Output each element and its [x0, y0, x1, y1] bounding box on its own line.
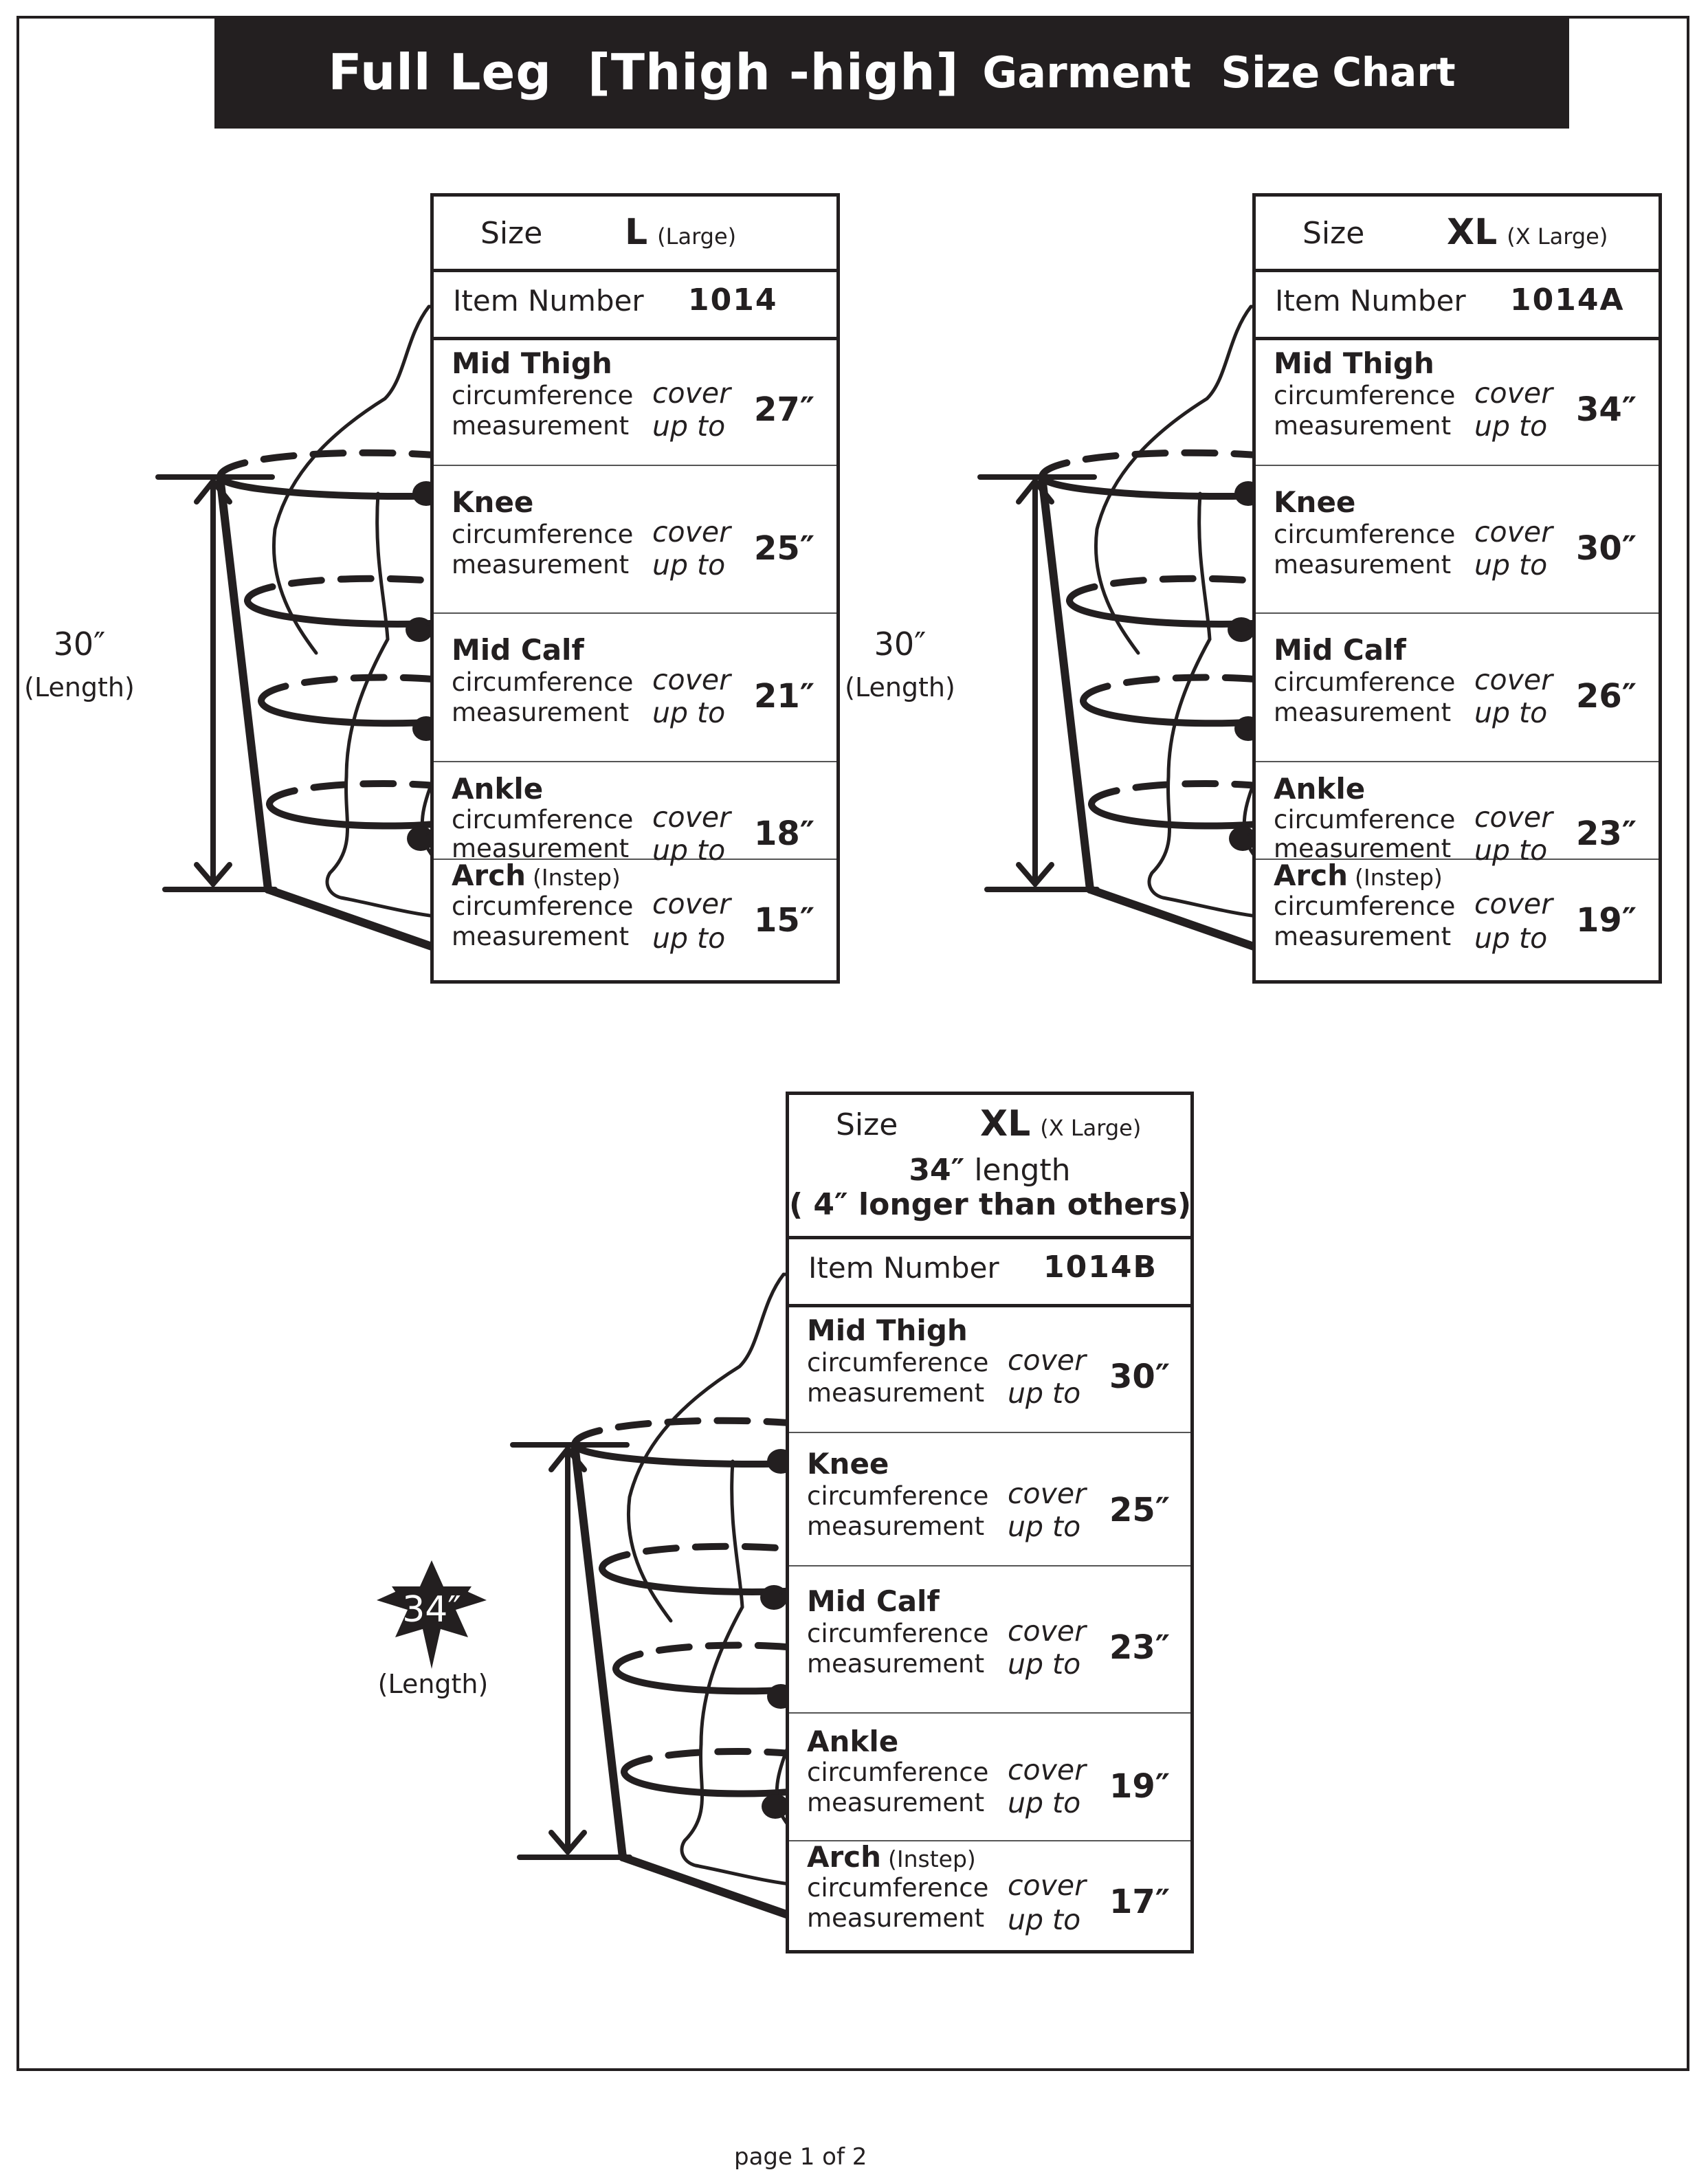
- page-title-main: Full Leg [Thigh -high]: [328, 43, 960, 101]
- row-cover: cover: [652, 801, 731, 834]
- size-description: (Large): [657, 223, 737, 250]
- row-upto: up to: [652, 696, 726, 729]
- row-name: Knee: [452, 485, 534, 519]
- size-code: L: [625, 212, 648, 253]
- measurement-row-knee: [434, 465, 836, 614]
- row-cover: cover: [1474, 887, 1553, 920]
- row-name: Mid Thigh: [1274, 346, 1434, 380]
- length-word: (Length): [845, 672, 955, 702]
- length-label-large: [19, 625, 140, 702]
- row-cover: cover: [1008, 1615, 1086, 1648]
- row-name: [1274, 859, 1443, 892]
- size-value: [625, 212, 736, 253]
- row-meas: measurement: [1274, 834, 1452, 863]
- measurement-row-knee: [1256, 465, 1659, 614]
- row-meas: measurement: [452, 922, 630, 951]
- item-number-value: 1014: [688, 283, 778, 318]
- row-cover: cover: [652, 516, 731, 549]
- size-label: Size: [480, 216, 543, 251]
- row-meas: measurement: [452, 550, 630, 579]
- length-value: 34″: [402, 1589, 461, 1630]
- row-name-text: Arch: [1274, 859, 1349, 892]
- item-number-row: [789, 1236, 1190, 1307]
- row-circ: circumference: [452, 805, 634, 834]
- measurement-row-mid-thigh: [1256, 337, 1659, 466]
- row-value: 27″: [754, 390, 815, 429]
- item-number-label: Item Number: [1275, 284, 1466, 318]
- row-cover: cover: [1008, 1344, 1086, 1377]
- row-cover: cover: [1008, 1753, 1086, 1786]
- row-value: 21″: [754, 677, 815, 716]
- item-number-row: [1256, 269, 1659, 340]
- row-circ: circumference: [452, 520, 634, 549]
- row-upto: up to: [652, 549, 726, 582]
- row-upto: up to: [1474, 549, 1548, 582]
- row-cover: cover: [1474, 377, 1553, 410]
- size-value: [1447, 212, 1608, 253]
- row-circ: circumference: [1274, 892, 1456, 921]
- measurement-row-arch: [1256, 859, 1659, 984]
- row-value: 18″: [754, 815, 815, 853]
- measurement-row-mid-thigh: [434, 337, 836, 466]
- row-upto: up to: [652, 834, 726, 867]
- row-circ: circumference: [1274, 381, 1456, 410]
- row-upto: up to: [1008, 1377, 1081, 1410]
- row-name: Mid Calf: [1274, 633, 1406, 667]
- row-cover: cover: [1474, 663, 1553, 696]
- measurement-row-ankle: [789, 1712, 1190, 1841]
- item-number-value: 1014A: [1510, 283, 1625, 318]
- row-circ: circumference: [1274, 805, 1456, 834]
- row-meas: measurement: [807, 1788, 985, 1817]
- row-meas: measurement: [1274, 698, 1452, 727]
- row-upto: up to: [1474, 696, 1548, 729]
- row-value: 15″: [754, 901, 815, 940]
- length-word: length: [974, 1153, 1071, 1188]
- row-name-text: Arch: [807, 1840, 882, 1874]
- row-upto: up to: [652, 410, 726, 443]
- size-description: (X Large): [1507, 223, 1608, 250]
- row-value: 25″: [754, 529, 815, 568]
- row-name: Knee: [807, 1447, 889, 1481]
- row-meas: measurement: [452, 834, 630, 863]
- size-table-large: [430, 193, 840, 984]
- row-upto: up to: [652, 922, 726, 955]
- row-upto: up to: [1008, 1510, 1081, 1543]
- row-upto: up to: [1008, 1648, 1081, 1681]
- row-circ: circumference: [807, 1348, 989, 1377]
- row-name: Mid Calf: [452, 633, 584, 667]
- size-code: XL: [980, 1103, 1031, 1144]
- row-name: Mid Thigh: [452, 346, 612, 380]
- length-word: (Length): [24, 672, 135, 702]
- item-number-label: Item Number: [453, 284, 644, 318]
- row-name-text: Arch: [452, 859, 526, 892]
- measurement-row-ankle: [434, 761, 836, 867]
- row-cover: cover: [652, 887, 731, 920]
- row-name: Knee: [1274, 485, 1356, 519]
- item-number-label: Item Number: [808, 1251, 999, 1285]
- measurement-row-mid-thigh: [789, 1304, 1190, 1433]
- length-line: [789, 1153, 1190, 1188]
- size-label: Size: [1302, 216, 1365, 251]
- size-value: [980, 1103, 1141, 1144]
- measurement-row-arch: [434, 859, 836, 984]
- row-cover: cover: [652, 377, 731, 410]
- length-label-xlarge: [840, 625, 960, 702]
- row-name: [807, 1840, 976, 1874]
- row-name-sub: (Instep): [888, 1846, 976, 1872]
- row-value: 23″: [1109, 1628, 1171, 1667]
- row-circ: circumference: [452, 892, 634, 921]
- row-value: 34″: [1576, 390, 1637, 429]
- row-meas: measurement: [807, 1512, 985, 1541]
- row-cover: cover: [652, 663, 731, 696]
- row-meas: measurement: [1274, 922, 1452, 951]
- row-name: Ankle: [807, 1725, 899, 1758]
- length-note: ( 4″ longer than others): [789, 1187, 1192, 1222]
- row-upto: up to: [1008, 1903, 1081, 1936]
- size-table-xlarge: [1252, 193, 1662, 984]
- row-circ: circumference: [807, 1873, 989, 1903]
- row-circ: circumference: [1274, 667, 1456, 697]
- row-value: 30″: [1109, 1358, 1171, 1396]
- row-upto: up to: [1474, 922, 1548, 955]
- row-circ: circumference: [452, 381, 634, 410]
- row-circ: circumference: [452, 667, 634, 697]
- length-word: (Length): [377, 1669, 489, 1699]
- row-name-sub: (Instep): [533, 864, 621, 891]
- item-number-value: 1014B: [1043, 1250, 1157, 1285]
- length-bold: 34″: [909, 1153, 965, 1188]
- item-number-row: [434, 269, 836, 340]
- row-name: Mid Thigh: [807, 1314, 968, 1347]
- row-cover: cover: [1474, 516, 1553, 549]
- row-name: Ankle: [452, 772, 544, 806]
- row-upto: up to: [1008, 1786, 1081, 1819]
- size-table-xlarge-long: [786, 1092, 1194, 1953]
- row-value: 17″: [1109, 1883, 1171, 1921]
- length-value: 30″: [874, 625, 927, 663]
- size-header: [434, 197, 836, 272]
- measurement-row-arch: [789, 1840, 1190, 1953]
- row-meas: measurement: [807, 1378, 985, 1408]
- row-upto: up to: [1474, 834, 1548, 867]
- row-name-sub: (Instep): [1355, 864, 1443, 891]
- size-label: Size: [836, 1107, 898, 1142]
- row-value: 26″: [1576, 677, 1637, 716]
- page-title-bar: [214, 16, 1569, 129]
- row-cover: cover: [1474, 801, 1553, 834]
- row-meas: measurement: [1274, 411, 1452, 441]
- size-header: [1256, 197, 1659, 272]
- page-number: page 1 of 2: [734, 2143, 867, 2171]
- page-title-sub: Garment Size: [982, 47, 1320, 98]
- row-circ: circumference: [807, 1481, 989, 1511]
- row-meas: measurement: [807, 1903, 985, 1933]
- row-meas: measurement: [807, 1649, 985, 1679]
- row-meas: measurement: [1274, 550, 1452, 579]
- row-circ: circumference: [807, 1619, 989, 1648]
- row-circ: circumference: [1274, 520, 1456, 549]
- length-value: 30″: [53, 625, 106, 663]
- measurement-row-knee: [789, 1432, 1190, 1566]
- row-cover: cover: [1008, 1869, 1086, 1902]
- size-header: [789, 1095, 1190, 1239]
- size-code: XL: [1447, 212, 1498, 253]
- measurement-row-ankle: [1256, 761, 1659, 867]
- row-meas: measurement: [452, 698, 630, 727]
- row-value: 30″: [1576, 529, 1637, 568]
- row-name: Ankle: [1274, 772, 1366, 806]
- row-name: Mid Calf: [807, 1584, 940, 1618]
- page-title-chart: Chart: [1332, 49, 1456, 96]
- row-meas: measurement: [452, 411, 630, 441]
- row-cover: cover: [1008, 1477, 1086, 1510]
- row-name: [452, 859, 621, 892]
- measurement-row-mid-calf: [789, 1565, 1190, 1714]
- row-value: 19″: [1109, 1767, 1171, 1806]
- row-value: 25″: [1109, 1491, 1171, 1529]
- measurement-row-mid-calf: [1256, 612, 1659, 762]
- row-upto: up to: [1474, 410, 1548, 443]
- row-circ: circumference: [807, 1758, 989, 1787]
- measurement-row-mid-calf: [434, 612, 836, 762]
- row-value: 19″: [1576, 901, 1637, 940]
- length-star-badge: [377, 1560, 487, 1669]
- size-description: (X Large): [1040, 1115, 1142, 1141]
- row-value: 23″: [1576, 815, 1637, 853]
